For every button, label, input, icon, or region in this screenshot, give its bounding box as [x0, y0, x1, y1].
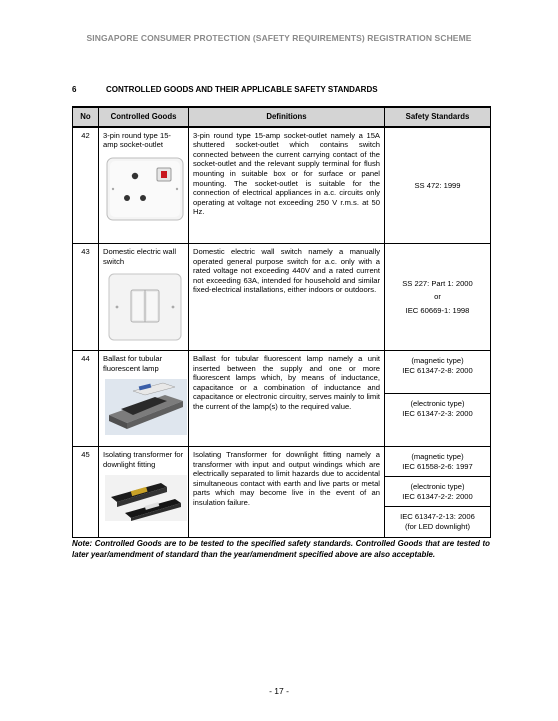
standards-cell [385, 127, 491, 244]
transformer-image [105, 475, 187, 521]
standards-cell [385, 244, 491, 351]
wall-switch-photo [105, 272, 184, 345]
standard-block [385, 476, 490, 506]
standard-type: (electronic type) [410, 482, 465, 492]
standard-entry: IEC 61347-2-8: 2000 [402, 365, 473, 375]
definition-cell: 3-pin round type 15-amp socket-outlet namely a 15A shuttered socket-outlet which contains switch connected between the current carrying contact of the socket-outlet and the relevant supply terminal for flush mounting in suitable box or for surface or panel mounting. The socket-outlet is suitable for the connection of electrical appliances in a.c. circuits only operating at voltage not exceeding 250 V r.m.s. at 50 Hz. [189, 127, 385, 244]
standards-cell [385, 447, 491, 538]
row-number: 45 [73, 447, 99, 538]
page-number: - 17 - [269, 686, 289, 696]
table-row [73, 351, 491, 447]
standard-entry: IEC 61347-2-2: 2000 [402, 491, 473, 501]
definition-cell: Isolating Transformer for downlight fitting namely a transformer with input and output windings which are electrically separated to limit hazards due to accidental simultaneous contact with earth and live parts or metal parts which may become live in the event of an insulation failure. [189, 447, 385, 538]
section-heading [72, 85, 378, 94]
standard-entry: IEC 61347-2-13: 2006 [400, 512, 475, 522]
table-row [73, 127, 491, 244]
definition-cell: Ballast for tubular fluorescent lamp namely a unit inserted between the supply and one or more fluorescent lamps which, by means of inductance, capacitance or a combination of inductance and capacitance or electronic circuitry, serves mainly to limit the current of the lamp(s) to the required value. [189, 351, 385, 447]
standards-cell [385, 351, 491, 447]
row-number: 42 [73, 127, 99, 244]
standard-block [385, 351, 490, 393]
section-title: CONTROLLED GOODS AND THEIR APPLICABLE SAFETY STANDARDS [106, 85, 378, 94]
definition-cell: Domestic electric wall switch namely a manually operated general purpose switch for a.c. only with a rated voltage not exceeding 440V and a rated current not exceeding 63A, intended for household and similar fixed-electrical installations, either indoors or outdoors. [189, 244, 385, 351]
column-header-goods: Controlled Goods [99, 107, 189, 127]
document-header: SINGAPORE CONSUMER PROTECTION (SAFETY REQUIREMENTS) REGISTRATION SCHEME [86, 33, 472, 43]
standard-type: (electronic type) [410, 399, 465, 409]
socket-outlet-image [105, 156, 185, 222]
standard-or: or [434, 292, 441, 302]
standard-entry: SS 472: 1999 [414, 180, 461, 190]
goods-name: 3-pin round type 15-amp socket-outlet [103, 130, 171, 150]
column-header-definitions: Definitions [189, 107, 385, 127]
table-note: Note: Controlled Goods are to be tested to the specified safety standards. Controlled Goods that are tested to later year/amendment of standard than the year/amendment specified above are also acceptable. [72, 539, 490, 559]
standard-note: (for LED downlight) [405, 522, 470, 532]
goods-name: Isolating transformer for downlight fitting [103, 450, 184, 469]
wall-switch-image [105, 272, 185, 342]
goods-name: Domestic electric wall switch [103, 247, 177, 266]
standard-type: (magnetic type) [411, 356, 464, 366]
standard-entry: IEC 61347-2-3: 2000 [402, 408, 473, 418]
transformer-photo [105, 475, 184, 524]
controlled-goods-table [72, 106, 491, 538]
table-header-row [73, 107, 491, 127]
standard-block [385, 447, 490, 476]
table-row [73, 244, 491, 351]
standard-block [385, 506, 490, 536]
column-header-standards: Safety Standards [385, 107, 491, 127]
standard-entry: SS 227: Part 1: 2000 [402, 278, 473, 288]
goods-cell [99, 244, 189, 351]
standard-entry: IEC 61558-2-6: 1997 [402, 461, 473, 471]
standard-block [385, 393, 490, 423]
socket-outlet-photo [105, 156, 184, 225]
row-number: 43 [73, 244, 99, 351]
standard-type: (magnetic type) [411, 452, 464, 462]
ballast-photo [105, 379, 184, 438]
section-number: 6 [72, 85, 77, 94]
table-row [73, 447, 491, 538]
goods-name: Ballast for tubular fluorescent lamp [103, 354, 163, 373]
goods-cell [99, 351, 189, 447]
ballast-image [105, 379, 187, 435]
goods-cell [99, 447, 189, 538]
standard-entry: IEC 60669-1: 1998 [405, 305, 470, 315]
column-header-no: No [73, 107, 99, 127]
goods-cell [99, 127, 189, 244]
row-number: 44 [73, 351, 99, 447]
